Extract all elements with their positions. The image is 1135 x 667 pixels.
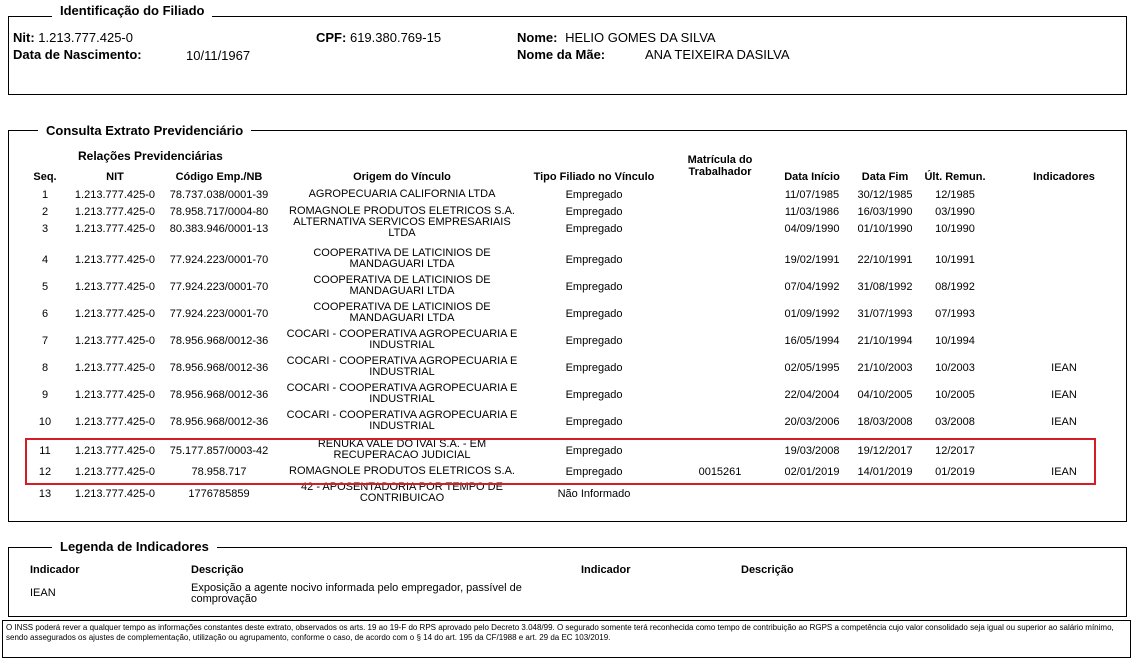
nit-value: 1.213.777.425-0 <box>38 30 133 45</box>
cell-nit: 1.213.777.425-0 <box>74 254 156 266</box>
cell-indicadores: IEAN <box>1051 466 1077 478</box>
nit-field <box>13 30 133 45</box>
cell-remun: 08/1992 <box>935 281 975 293</box>
cell-codigo: 78.956.968/0012-36 <box>169 389 269 401</box>
cell-origem: ROMAGNOLE PRODUTOS ELETRICOS S.A. <box>289 465 515 477</box>
header-fim: Data Fim <box>861 171 909 183</box>
cell-remun: 01/2019 <box>935 466 975 478</box>
cell-origem: COCARI - COOPERATIVA AGROPECUARIA E INDUSTRIAL <box>286 328 518 351</box>
cell-inicio: 16/05/1994 <box>784 335 840 347</box>
cell-seq: 8 <box>41 362 49 374</box>
cell-codigo: 77.924.223/0001-70 <box>169 254 269 266</box>
cell-seq: 12 <box>38 466 52 478</box>
cell-tipo: Empregado <box>565 362 623 374</box>
cell-seq: 10 <box>38 416 52 428</box>
cell-inicio: 04/09/1990 <box>784 223 840 235</box>
cell-codigo: 78.737.038/0001-39 <box>169 189 269 201</box>
cell-nit: 1.213.777.425-0 <box>74 189 156 201</box>
nome-value: HELIO GOMES DA SILVA <box>565 30 716 45</box>
cell-origem: COCARI - COOPERATIVA AGROPECUARIA E INDUSTRIAL <box>286 382 518 405</box>
cell-inicio: 20/03/2006 <box>784 416 840 428</box>
cell-remun: 10/1991 <box>935 254 975 266</box>
footer-note: O INSS poderá rever a qualquer tempo as informações constantes deste extrato, observados os arts. 19 ao 19-F do RPS aprovado pelo Decreto 3.048/99. O segurado somente terá reconhecida como tempo de contribuição ao RGPS a competência cujo valor consolidado seja igual ou superior ao salário mínimo, sendo assegurados os ajustes de complementação, utilização ou agrupamento, conforme o caso, de acordo com o § 14 do art. 195 da CF/1988 e art. 29 da EC 103/2019. <box>6 623 1114 642</box>
cell-tipo: Empregado <box>565 223 623 235</box>
legenda-col-indicador-2: Indicador <box>581 564 631 576</box>
legenda-item-code: IEAN <box>30 587 56 599</box>
cell-nit: 1.213.777.425-0 <box>74 206 156 218</box>
cell-codigo: 78.956.968/0012-36 <box>169 335 269 347</box>
header-matricula: Matrícula do Trabalhador <box>687 154 753 178</box>
cell-codigo: 75.177.857/0003-42 <box>169 445 269 457</box>
cell-tipo: Empregado <box>565 335 623 347</box>
cell-seq: 11 <box>39 445 51 457</box>
header-remun: Últ. Remun. <box>924 171 986 183</box>
nasc-label: Data de Nascimento: <box>13 47 142 62</box>
cell-origem: COCARI - COOPERATIVA AGROPECUARIA E INDUSTRIAL <box>286 355 518 378</box>
header-nit: NIT <box>106 171 124 183</box>
cell-nit: 1.213.777.425-0 <box>74 362 156 374</box>
cell-codigo: 77.924.223/0001-70 <box>169 308 269 320</box>
cell-seq: 6 <box>41 308 49 320</box>
cell-tipo: Empregado <box>565 254 623 266</box>
cell-codigo: 77.924.223/0001-70 <box>169 281 269 293</box>
relacoes-subtitle: Relações Previdenciárias <box>78 149 223 163</box>
cell-tipo: Empregado <box>565 445 623 457</box>
cell-seq: 3 <box>41 223 49 235</box>
cell-origem: AGROPECUARIA CALIFORNIA LTDA <box>308 188 496 200</box>
cell-fim: 21/10/1994 <box>857 335 913 347</box>
mae-label: Nome da Mãe: <box>517 47 606 62</box>
cell-inicio: 07/04/1992 <box>784 281 840 293</box>
cell-fim: 14/01/2019 <box>857 466 913 478</box>
cell-codigo: 78.958.717/0004-80 <box>169 206 269 218</box>
cell-inicio: 11/03/1986 <box>784 206 840 218</box>
cell-nit: 1.213.777.425-0 <box>74 488 156 500</box>
cell-inicio: 19/02/1991 <box>784 254 840 266</box>
cell-inicio: 19/03/2008 <box>784 445 840 457</box>
cell-fim: 21/10/2003 <box>857 362 913 374</box>
legenda-box <box>8 547 1127 617</box>
cell-origem: RENUKA VALE DO IVAI S.A. - EM RECUPERACAO JUDICIAL <box>317 438 487 461</box>
cell-remun: 10/1990 <box>935 223 975 235</box>
cell-nit: 1.213.777.425-0 <box>74 416 156 428</box>
cell-remun: 03/1990 <box>935 206 975 218</box>
extrato-section-title: Consulta Extrato Previdenciário <box>38 123 251 138</box>
cell-tipo: Empregado <box>565 416 623 428</box>
cell-seq: 7 <box>41 335 49 347</box>
cell-origem: 42 - APOSENTADORIA POR TEMPO DE CONTRIBUICAO <box>301 481 503 504</box>
cell-nit: 1.213.777.425-0 <box>74 389 156 401</box>
cell-codigo: 1776785859 <box>188 488 250 500</box>
legenda-col-indicador: Indicador <box>30 564 80 576</box>
cell-origem: COOPERATIVA DE LATICINIOS DE MANDAGUARI LTDA <box>313 274 491 297</box>
cell-nit: 1.213.777.425-0 <box>74 466 156 478</box>
cell-codigo: 78.958.717 <box>191 466 247 478</box>
cell-origem: ALTERNATIVA SERVICOS EMPRESARIAIS LTDA <box>293 216 511 239</box>
cell-tipo: Empregado <box>565 308 623 320</box>
header-inicio: Data Início <box>784 171 840 183</box>
legenda-section-title: Legenda de Indicadores <box>52 539 217 554</box>
cell-tipo: Empregado <box>565 389 623 401</box>
cell-fim: 16/03/1990 <box>857 206 913 218</box>
cell-codigo: 78.956.968/0012-36 <box>169 416 269 428</box>
cell-fim: 01/10/1990 <box>857 223 913 235</box>
cell-tipo: Não Informado <box>557 488 631 500</box>
cell-seq: 13 <box>38 488 52 500</box>
cell-inicio: 22/04/2004 <box>784 389 840 401</box>
cell-nit: 1.213.777.425-0 <box>74 445 156 457</box>
mae-value: ANA TEIXEIRA DASILVA <box>645 47 790 62</box>
cell-origem: COOPERATIVA DE LATICINIOS DE MANDAGUARI LTDA <box>313 247 491 270</box>
cell-nit: 1.213.777.425-0 <box>74 223 156 235</box>
cell-fim: 04/10/2005 <box>857 389 913 401</box>
cell-nit: 1.213.777.425-0 <box>74 335 156 347</box>
cell-fim: 30/12/1985 <box>857 189 913 201</box>
cell-tipo: Empregado <box>565 206 623 218</box>
cell-seq: 2 <box>41 206 49 218</box>
cell-fim: 19/12/2017 <box>857 445 913 457</box>
cell-tipo: Empregado <box>565 189 623 201</box>
cell-codigo: 80.383.946/0001-13 <box>169 223 269 235</box>
cell-inicio: 02/05/1995 <box>784 362 840 374</box>
filiado-section-title: Identificação do Filiado <box>52 3 212 18</box>
cell-nit: 1.213.777.425-0 <box>74 308 156 320</box>
nit-label: Nit: <box>13 30 35 45</box>
cell-indicadores: IEAN <box>1051 389 1077 401</box>
cell-seq: 5 <box>41 281 49 293</box>
cell-origem: COCARI - COOPERATIVA AGROPECUARIA E INDUSTRIAL <box>286 409 518 432</box>
cpf-label: CPF: <box>316 30 347 45</box>
cell-inicio: 01/09/1992 <box>784 308 840 320</box>
cell-tipo: Empregado <box>565 466 623 478</box>
cell-fim: 31/08/1992 <box>857 281 913 293</box>
cpf-field <box>316 30 441 45</box>
header-indicadores: Indicadores <box>1033 171 1095 183</box>
header-codigo: Código Emp./NB <box>175 171 263 183</box>
header-origem: Origem do Vínculo <box>353 171 451 183</box>
cell-indicadores: IEAN <box>1051 416 1077 428</box>
cell-codigo: 78.956.968/0012-36 <box>169 362 269 374</box>
cell-indicadores: IEAN <box>1051 362 1077 374</box>
header-tipo: Tipo Filiado no Vínculo <box>533 171 655 183</box>
header-seq: Seq. <box>33 171 57 183</box>
cell-origem: COOPERATIVA DE LATICINIOS DE MANDAGUARI LTDA <box>313 301 491 324</box>
cell-remun: 12/2017 <box>935 445 975 457</box>
cell-remun: 03/2008 <box>935 416 975 428</box>
cell-seq: 1 <box>41 189 49 201</box>
highlight-box <box>25 438 1096 485</box>
cell-fim: 31/07/1993 <box>857 308 913 320</box>
cell-remun: 12/1985 <box>935 189 975 201</box>
cell-remun: 07/1993 <box>935 308 975 320</box>
nasc-value: 10/11/1967 <box>186 48 251 63</box>
cell-fim: 22/10/1991 <box>857 254 913 266</box>
cell-tipo: Empregado <box>565 281 623 293</box>
cell-seq: 4 <box>41 254 49 266</box>
cell-matricula: 0015261 <box>698 466 742 478</box>
cell-remun: 10/2005 <box>935 389 975 401</box>
legenda-col-descricao-2: Descrição <box>741 564 794 576</box>
cell-seq: 9 <box>41 389 49 401</box>
cell-inicio: 11/07/1985 <box>784 189 840 201</box>
cpf-value: 619.380.769-15 <box>349 30 442 45</box>
cell-inicio: 02/01/2019 <box>784 466 840 478</box>
cell-origem: ROMAGNOLE PRODUTOS ELETRICOS S.A. <box>289 205 515 217</box>
cell-remun: 10/1994 <box>935 335 975 347</box>
cell-nit: 1.213.777.425-0 <box>74 281 156 293</box>
legenda-item-desc: Exposição a agente nocivo informada pelo empregador, passível de comprovação <box>191 582 522 605</box>
cell-remun: 10/2003 <box>935 362 975 374</box>
nome-label: Nome: <box>517 30 558 45</box>
nome-field <box>517 30 716 45</box>
legenda-col-descricao: Descrição <box>191 564 244 576</box>
cell-fim: 18/03/2008 <box>857 416 913 428</box>
